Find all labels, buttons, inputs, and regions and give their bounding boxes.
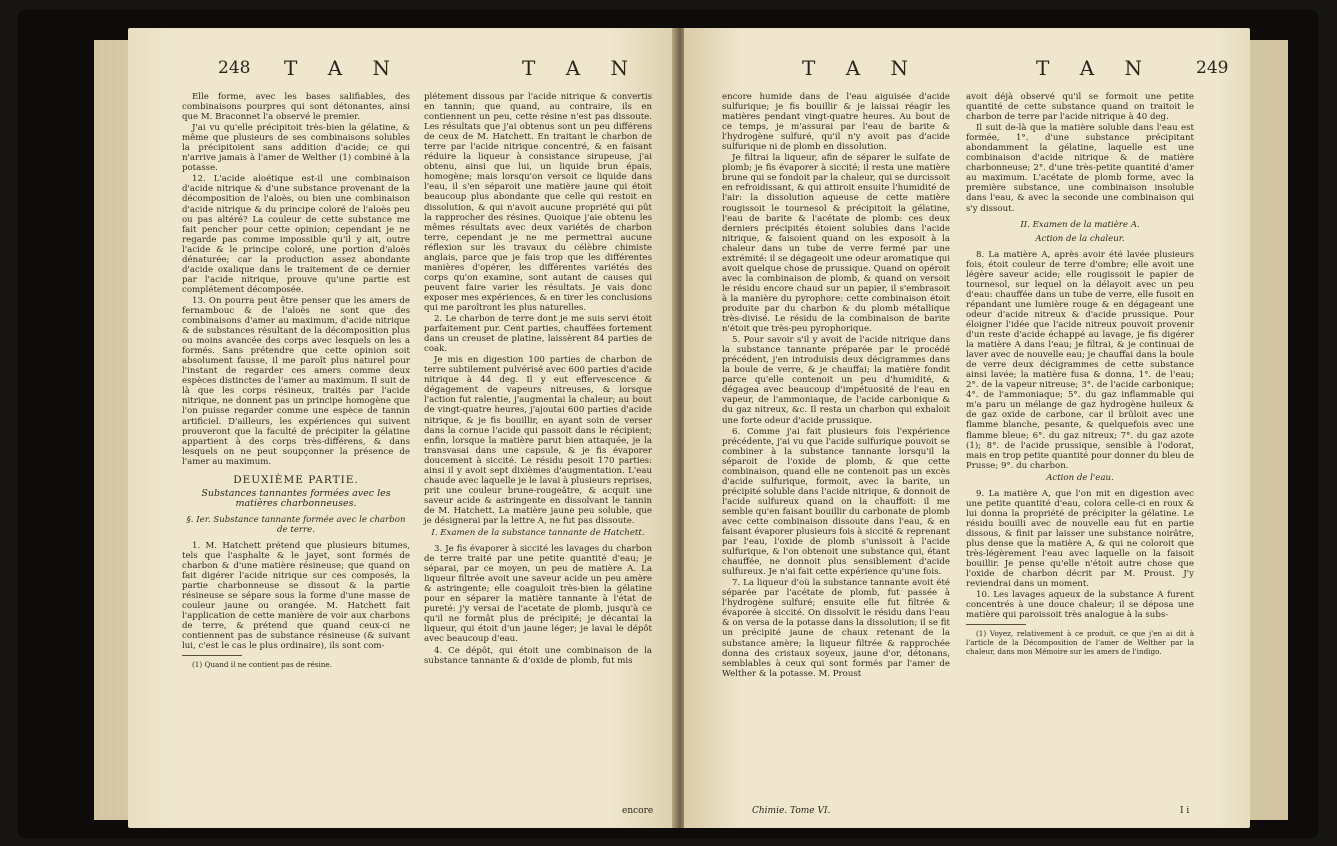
subheading: Action de la chaleur. xyxy=(1035,233,1125,244)
section-heading: I. Examen de la substance tannante de Hatchett. xyxy=(431,528,645,539)
signature-line: Chimie. Tome VI. xyxy=(752,806,831,816)
paragraph: 2. Le charbon de terre dont je me suis servi étoit parfaitement pur. Cent parties, chauffées fortement dans un creuset de platine, laissèrent 84 parties de coak. xyxy=(424,314,652,355)
left-page xyxy=(128,28,676,828)
paragraph: avoit déjà observé qu'il se formoit une petite quantité de cette substance quand on traitoit le charbon de terre par l'acide nitrique à 40 deg. xyxy=(966,92,1194,123)
paragraph: 12. L'acide aloétique est-il une combinaison d'acide nitrique & d'une substance provenant de la décomposition de l'aloès, ou bien une combinaison d'acide nitrique & du principe coloré de l'aloès peu ou pas altéré? La couleur de cette substance me fait pencher pour cette opinion; cependant je ne regarde pas comme impossible qu'il y ait, outre l'acide & le principe coloré, une portion d'aloès dénaturée; car la production assez abondante d'acide oxalique dans le traitement de ce dernier par l'acide nitrique, prouve qu'une partie est complétement décomposée. xyxy=(182,174,410,295)
right-page-column-1 xyxy=(722,92,950,680)
paragraph: 1. M. Hatchett prétend que plusieurs bitumes, tels que l'asphalte & le jayet, sont formés de charbon & d'une matière résineuse; que quand on fait digérer l'acide nitrique sur ces composés, la partie charbonneuse se dissout & la partie résineuse se sépare sous la forme d'une masse de couleur jaune ou orangée. M. Hatchett fait l'application de cette manière de voir aux charbons de terre, & prétend que quand ceux-ci ne contiennent pas de substance résineuse (& suivant lui, c'est le cas le plus ordinaire), ils sont com- xyxy=(182,540,410,652)
paragraph: J'ai vu qu'elle précipitoit très-bien la gélatine, & même que plusieurs de ses combinaisons solubles la précipitoient sans addition d'acide; ce qui n'arrive jamais à l'amer de Welther (1) combiné à la potasse. xyxy=(182,123,410,174)
paragraph: Elle forme, avec les bases salifiables, des combinaisons pourpres qui sont détonantes, ainsi que M. Braconnet l'a observé le premier. xyxy=(182,92,410,123)
left-page-column-1 xyxy=(182,92,410,670)
right-page-column-2 xyxy=(966,92,1194,657)
paragraph: 4. Ce dépôt, qui étoit une combinaison de la substance tannante & d'oxide de plomb, fut mis xyxy=(424,645,652,666)
running-head-left-col1: T A N xyxy=(284,56,402,80)
running-head-left-col2: T A N xyxy=(522,56,640,80)
paragraph: 6. Comme j'ai fait plusieurs fois l'expérience précédente, j'ai vu que l'acide sulfurique pouvoit se combiner à la substance tannante lorsqu'il la séparoit de l'oxide de plomb, & que cette combinaison, quand elle ne contenoit pas un excès d'acide sulfurique, formoit, avec la barite, un précipité soluble dans l'acide nitrique, & donnoit de l'acide sulfureux quand on la chauffoit: il me semble qu'en faisant bouillir du carbonate de plomb avec cette combinaison dissoute dans l'eau, & en faisant évaporer plusieurs fois à siccité & reprenant par l'eau, l'oxide de plomb s'unissoit à l'acide sulfurique, & l'on obtenoit une substance qui, étant chauffée, ne donnoit plus sensiblement d'acide sulfureux. Je n'ai fait cette expérience qu'une fois. xyxy=(722,426,950,578)
page-number-left: 248 xyxy=(218,58,251,78)
footnote-rule xyxy=(182,655,242,656)
paragraph: Je filtrai la liqueur, afin de séparer le sulfate de plomb; je fis évaporer à siccité; il resta une matière brune qui se fondoit par la chaleur, qui se durcissoit en refroidissant, & qui attiroit ensuite l'humidité de l'air: la dissolution aqueuse de cette matière rougissoit le tournesol & précipitoit la gélatine, l'eau de barite & l'acétate de plomb: ces deux derniers précipités étoient solubles dans l'acide nitrique, & faisoient quand on les exposoit à la chaleur dans un tube de verre fermé par une extrémité: il se dégageoit une odeur aromatique qui avoit quelque chose de prussique. Quand on opéroit avec la combinaison de plomb, & quand on versoit le résidu encore chaud sur un papier, il s'embrasoit à la manière du pyrophore: cette combinaison étoit produite par du charbon & du plomb métallique très-divisé. Le résidu de la combinaison de barite n'étoit que très-peu pyrophorique. xyxy=(722,153,950,335)
paragraph: 10. Les lavages aqueux de la substance A furent concentrés à une douce chaleur; il se déposa une matière qui paroissoit très analogue à la subs- xyxy=(966,590,1194,621)
footnote-rule xyxy=(966,624,1026,625)
page-number-right: 249 xyxy=(1196,58,1229,78)
paragraph: 13. On pourra peut être penser que les amers de fernambouc & de l'aloès ne sont que des combinaisons d'amer au maximum, d'acide nitrique & de substances résultant de la décomposition plus ou moins avancée des corps avec lesquels on les a formés. Sans prétendre que cette opinion soit absolument fausse, il me paroît plus naturel pour l'instant de regarder ces amers comme deux espèces distinctes de l'amer au maximum. Il suit de là que les corps résineux, traités par l'acide nitrique, ne donnent pas un principe homogène que l'on puisse regarder comme une espèce de tannin artificiel. D'ailleurs, les expériences qui suivent prouveront que la faculté de précipiter la gélatine appartient à des corps très-différens, & dans lesquels on ne peut soupçonner la présence de l'amer au maximum. xyxy=(182,295,410,467)
paragraph: 9. La matière A, que l'on mit en digestion avec une petite quantité d'eau, colora celle-ci en roux & lui donna la propriété de précipiter la gélatine. Le résidu bouilli avec de nouvelle eau fut en partie dissous, & finit par laisser une substance noirâtre, plus dense que la matière A, & qui ne coloroit que très-légèrement l'eau avec laquelle on la faisoit bouillir. Je pense qu'elle n'étoit autre chose que l'oxide de charbon décrit par M. Proust. J'y reviendrai dans un moment. xyxy=(966,488,1194,590)
paragraph: 8. La matière A, après avoir été lavée plusieurs fois, étoit couleur de terre d'ombre; elle avoit une légère saveur acide; elle rougissoit le papier de tournesol, sur lequel on la délayoit avec un peu d'eau: chauffée dans un tube de verre, elle fusoit en répandant une lumière rouge & en dégageant une odeur d'acide nitreux & d'acide prussique. Pour éloigner l'idée que l'acide nitreux pouvoit provenir d'un reste d'acide échappé au lavage, je fis digérer la matière A dans l'eau; je filtrai, & je continuai de laver avec de nouvelle eau; je chauffai dans la boule de verre deux décigrammes de cette substance ainsi lavée; la matière fusa & donna, 1°. de l'eau; 2°. de la vapeur nitreuse; 3°. de l'acide carbonique; 4°. de l'ammoniaque; 5°. du gaz inflammable qui m'a paru un mélange de gaz hydrogène huileux & de gaz oxide de carbone, car il brûloit avec une flamme blanche, pesante, & quelquefois avec une flamme bleue; 6°. du gaz nitreux; 7°. du gaz azote (1); 8°. de l'acide prussique, sensible à l'odorat, mais en trop petite quantité pour donner du bleu de Prusse; 9°. du charbon. xyxy=(966,249,1194,471)
right-page-edges xyxy=(1248,40,1288,820)
paragraph: 7. La liqueur d'où la substance tannante avoit été séparée par l'acétate de plomb, fut passée à l'hydrogène sulfuré; ensuite elle fut filtrée & évaporée à siccité. On dissolvit le résidu dans l'eau & on versa de la potasse dans la dissolution; il se fit un précipité jaune de chaux retenant de la substance amère; la liqueur filtrée & rapprochée donna des cristaux soyeux, jaune d'or, détonans, semblables à ceux qui sont formés par l'amer de Welther & la potasse. M. Proust xyxy=(722,578,950,679)
signature-mark: I i xyxy=(1180,806,1190,816)
subheading: Action de l'eau. xyxy=(1046,472,1114,483)
footnote: (1) Voyez, relativement à ce produit, ce que j'en ai dit à l'article de la Décomposition de l'amer de Welther par la chaleur, dans mon Mémoire sur les amers de l'indigo. xyxy=(966,629,1194,657)
footnote: (1) Quand il ne contient pas de résine. xyxy=(192,660,332,670)
right-page xyxy=(684,28,1250,828)
catchword: encore xyxy=(622,806,654,816)
running-head-right-col1: T A N xyxy=(802,56,920,80)
left-page-edges xyxy=(94,40,130,820)
section-heading: §. Ier. Substance tannante formée avec le charbon de terre. xyxy=(186,514,406,535)
paragraph: 5. Pour savoir s'il y avoit de l'acide nitrique dans la substance tannante préparée par le procédé précédent, j'en introduisis deux décigrammes dans la boule de verre, & je chauffai; la matière fondit parce qu'elle contenoit un peu d'humidité, & dégagea avec beaucoup d'impétuosité de l'eau en vapeur, de l'ammoniaque, de l'acide carbonique & du gaz nitreux, &c. Il resta un charbon qui exhaloit une forte odeur d'acide prussique. xyxy=(722,335,950,426)
part-title: DEUXIÈME PARTIE. xyxy=(233,473,359,486)
paragraph: Je mis en digestion 100 parties de charbon de terre subtilement pulvérisé avec 600 parties d'acide nitrique à 44 deg. Il y eut effervescence & dégagement de vapeurs nitreuses, & lorsque l'action fut ralentie, j'augmentai la chaleur; au bout de vingt-quatre heures, j'ajoutai 600 parties d'acide nitrique, & je fis bouillir, en ayant soin de verser dans la cornue l'acide qui passoit dans le récipient; enfin, lorsque la matière parut bien attaquée, je la transvasai dans une capsule, & je fis évaporer doucement à siccité. Le résidu pesoit 170 parties: ainsi il y avoit sept dixièmes d'augmentation. L'eau chaude avec laquelle je le lavai à plusieurs reprises, prit une couleur brune-rougeâtre, & acquit une saveur acide & astringente en dissolvant le tannin de M. Hatchett. La matière jaune peu soluble, que je désignerai par la lettre A, ne fut pas dissoute. xyxy=(424,355,652,526)
paragraph: 3. Je fis évaporer à siccité les lavages du charbon de terre traité par une petite quantité d'eau; je séparai, par ce moyen, un peu de matière A. La liqueur filtrée avoit une saveur acide un peu amère & astringente; elle coaguloit très-bien la gélatine pour en séparer la matière tannante à l'état de pureté: j'y versai de l'acetate de plomb, jusqu'à ce qu'il ne formât plus de précipité; je décantai la liqueur, qui étoit d'un jaune léger; je lavai le dépôt avec beaucoup d'eau. xyxy=(424,544,652,645)
paragraph: Il suit de-là que la matière soluble dans l'eau est formée, 1°. d'une substance précipitant abondamment la gélatine, laquelle est une combinaison d'acide nitrique & de matière charbonneuse; 2°. d'une très-petite quantité d'amer au maximum. L'acétate de plomb forme, avec la première substance, une combinaison insoluble dans l'eau, & avec la seconde une combinaison qui s'y dissout. xyxy=(966,123,1194,214)
left-page-column-2 xyxy=(424,92,652,667)
paragraph: encore humide dans de l'eau aiguisée d'acide sulfurique; je fis bouillir & je laissai réagir les matières pendant vingt-quatre heures. Au bout de ce temps, je m'assurai par l'eau de barite & l'hydrogène sulfuré, qu'il n'y avoit pas d'acide sulfurique ni de plomb en dissolution. xyxy=(722,92,950,153)
running-head-right-col2: T A N xyxy=(1036,56,1154,80)
part-subtitle: Substances tannantes formées avec les matières charbonneuses. xyxy=(201,487,391,509)
section-heading: II. Examen de la matière A. xyxy=(1020,219,1140,230)
paragraph: plétement dissous par l'acide nitrique & convertis en tannin; que quand, au contraire, ils en contiennent un peu, cette résine n'est pas dissoute. Les résultats que j'ai obtenus sont un peu différens de ceux de M. Hatchett. En traitant le charbon de terre par l'acide nitrique concentré, & en faisant réduire la liqueur à consistance sirupeuse, j'ai obtenu, ainsi que lui, un liquide brun épais, homogène; mais lorsqu'on versoit ce liquide dans l'eau, il s'en séparoit une matière jaune qui étoit beaucoup plus abondante que celle qui restoit en dissolution, & qui n'avoit aucune propriété qui pût la rapprocher des résines. Quoique j'aie obtenu les mêmes résultats avec deux variétés de charbon terre, cependant je ne me permettrai aucune réflexion sur les travaux du célèbre chimiste anglais, parce que je fais trop que les différentes manières d'opérer, les différentes variétés des corps qu'on examine, sont autant de causes qui peuvent faire varier les résultats. Je vais donc exposer mes expériences, & en tirer les conclusions qui me paroîtront les plus naturelles. xyxy=(424,92,652,313)
